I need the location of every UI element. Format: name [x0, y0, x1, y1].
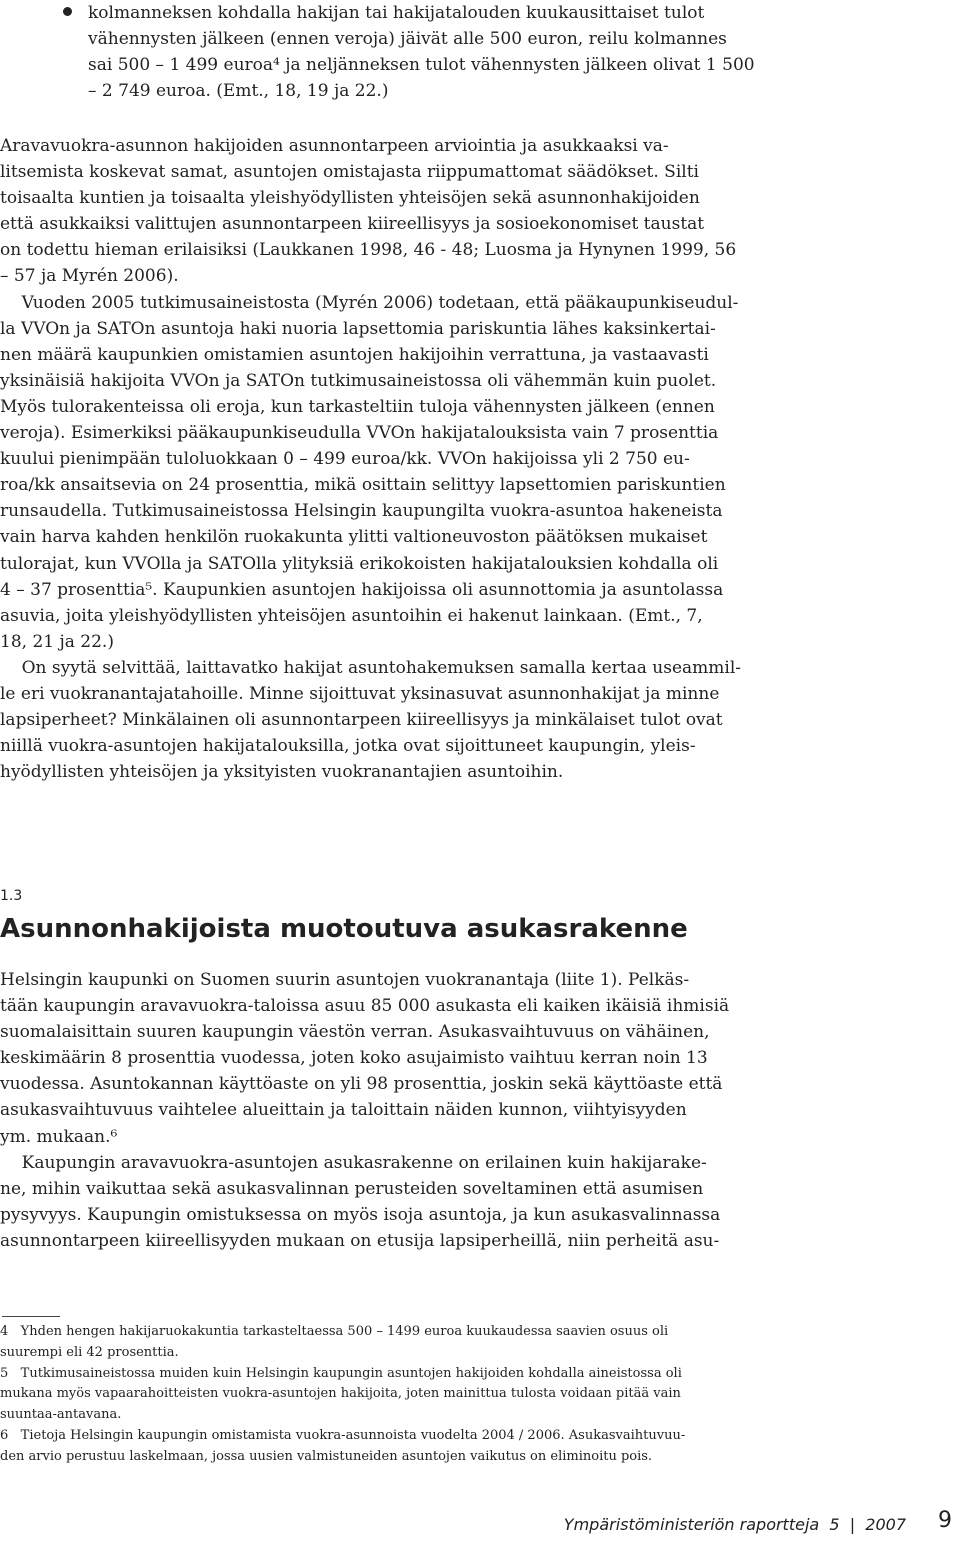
text-line: asunnontarpeen kiireellisyyden mukaan on etusija lapsiperheillä, niin perheitä asu-: [0, 1230, 720, 1251]
text-line: niillä vuokra-asuntojen hakijatalouksilla, jotka ovat sijoittuneet kaupungin, yleis-: [0, 736, 696, 757]
text-line: tään kaupungin aravavuokra-taloissa asuu 85 000 asukasta eli kaiken ikäisiä ihmisiä: [0, 996, 730, 1017]
section-title: Asunnonhakijoista muotoutuva asukasrakenne: [0, 914, 688, 944]
text-line: runsaudella. Tutkimusaineistossa Helsingin kaupungilta vuokra-asuntoa hakeneista: [0, 501, 723, 522]
text-line: sai 500 – 1 499 euroa⁴ ja neljänneksen tulot vähennysten jälkeen olivat 1 500: [88, 55, 755, 76]
bullet-paragraph: [88, 0, 848, 104]
text-line: le eri vuokranantajatahoille. Minne sijoittuvat yksinasuvat asunnonhakijat ja minne: [0, 683, 720, 704]
text-line: lapsiperheet? Minkälainen oli asunnontarpeen kiireellisyys ja minkälaiset tulot ovat: [0, 710, 723, 731]
text-line: – 57 ja Myrén 2006).: [0, 266, 179, 287]
text-line: hyödyllisten yhteisöjen ja yksityisten vuokranantajien asuntoihin.: [0, 762, 564, 783]
text-line: vain harva kahden henkilön ruokakunta ylitti valtioneuvoston päätöksen mukaiset: [0, 527, 708, 548]
text-line: on todettu hieman erilaisiksi (Laukkanen 1998, 46 - 48; Luosma ja Hynynen 1999, 56: [0, 240, 737, 261]
text-line: pysyvyys. Kaupungin omistuksessa on myös isoja asuntoja, ja kun asukasvalinnassa: [0, 1204, 721, 1225]
text-line: että asukkaiksi valittujen asunnontarpeen kiireellisyys ja sosioekonomiset taustat: [0, 214, 705, 235]
publication-footer: Ympäristöministeriön raportteja 5 | 2007: [563, 1515, 906, 1534]
page-number: 9: [938, 1508, 952, 1533]
text-line: kuului pienimpään tuloluokkaan 0 – 499 euroa/kk. VVOn hakijoissa yli 2 750 eu-: [0, 449, 690, 470]
text-line: Aravavuokra-asunnon hakijoiden asunnontarpeen arviointia ja asukkaaksi va-: [0, 136, 669, 156]
footnote-line: 6 Tietoja Helsingin kaupungin omistamista vuokra-asunnoista vuodelta 2004 / 2006. Asukasvaihtuvuu-: [0, 1427, 686, 1443]
text-line: On syytä selvittää, laittavatko hakijat asuntohakemuksen samalla kertaa useammil-: [0, 657, 742, 678]
body-text-2: [0, 967, 960, 1254]
section-number: 1.3: [0, 888, 23, 904]
text-line: Helsingin kaupunki on Suomen suurin asuntojen vuokranantaja (liite 1). Pelkäs-: [0, 970, 690, 990]
text-line: roa/kk ansaitsevia on 24 prosenttia, mikä osittain selittyy lapsettomien pariskuntien: [0, 475, 726, 496]
text-line: suomalaisittain suuren kaupungin väestön verran. Asukasvaihtuvuus on vähäinen,: [0, 1022, 710, 1043]
text-line: asuvia, joita yleishyödyllisten yhteisöjen asuntoihin ei hakenut lainkaan. (Emt., 7,: [0, 605, 703, 626]
text-line: la VVOn ja SATOn asuntoja haki nuoria lapsettomia pariskuntia lähes kaksinkertai-: [0, 318, 716, 339]
footnote-line: den arvio perustuu laskelmaan, jossa uusien valmistuneiden asuntojen vaikutus on eliminoitu pois.: [0, 1448, 653, 1464]
footnote-divider: [2, 1316, 60, 1317]
text-line: Myös tulorakenteissa oli eroja, kun tarkasteltiin tuloja vähennysten jälkeen (ennen: [0, 396, 715, 417]
text-line: veroja). Esimerkiksi pääkaupunkiseudulla VVOn hakijatalouksista vain 7 prosenttia: [0, 423, 719, 444]
text-line: 18, 21 ja 22.): [0, 631, 114, 652]
footnote-line: 4 Yhden hengen hakijaruokakuntia tarkasteltaessa 500 – 1499 euroa kuukaudessa saavien osuus oli: [0, 1324, 669, 1339]
bullet-icon: [63, 7, 72, 16]
footnote-line: suuntaa-antavana.: [0, 1407, 122, 1423]
text-line: ym. mukaan.⁶: [0, 1126, 118, 1147]
text-line: vähennysten jälkeen (ennen veroja) jäivät alle 500 euron, reilu kolmannes: [88, 29, 727, 50]
text-line: ne, mihin vaikuttaa sekä asukasvalinnan perusteiden soveltaminen että asumisen: [0, 1178, 704, 1199]
text-line: vuodessa. Asuntokannan käyttöaste on yli 98 prosenttia, joskin sekä käyttöaste että: [0, 1074, 723, 1095]
text-line: toisaalta kuntien ja toisaalta yleishyödyllisten yhteisöjen sekä asunnonhakijoiden: [0, 188, 700, 209]
text-line: yksinäisiä hakijoita VVOn ja SATOn tutkimusaineistossa oli vähemmän kuin puolet.: [0, 370, 717, 391]
text-line: – 2 749 euroa. (Emt., 18, 19 ja 22.): [88, 81, 389, 102]
text-line: Kaupungin aravavuokra-asuntojen asukasrakenne on erilainen kuin hakijarake-: [0, 1152, 707, 1173]
text-line: keskimäärin 8 prosenttia vuodessa, joten koko asujaimisto vaihtuu kerran noin 13: [0, 1048, 708, 1069]
text-line: asukasvaihtuvuus vaihtelee alueittain ja taloittain näiden kunnon, viihtyisyyden: [0, 1100, 687, 1121]
text-line: nen määrä kaupunkien omistamien asuntojen hakijoihin verrattuna, ja vastaavasti: [0, 344, 709, 365]
text-line: Vuoden 2005 tutkimusaineistosta (Myrén 2006) todetaan, että pääkaupunkiseudul-: [0, 292, 739, 313]
footnote-line: mukana myös vapaarahoitteisten vuokra-asuntojen hakijoita, joten mainittua tulosta voidaan pitää vain: [0, 1386, 681, 1402]
footnote-line: 5 Tutkimusaineistossa muiden kuin Helsingin kaupungin asuntojen hakijoiden kohdalla aineistossa oli: [0, 1365, 682, 1381]
footnotes: [0, 1322, 960, 1468]
body-text-1: [0, 133, 960, 785]
text-line: 4 – 37 prosenttia⁵. Kaupunkien asuntojen hakijoissa oli asunnottomia ja asuntolassa: [0, 579, 724, 600]
text-line: kolmanneksen kohdalla hakijan tai hakijatalouden kuukausittaiset tulot: [88, 3, 705, 23]
text-line: litsemista koskevat samat, asuntojen omistajasta riippumattomat säädökset. Silti: [0, 162, 699, 183]
text-line: tulorajat, kun VVOlla ja SATOlla ylityksiä erikokoisten hakijatalouksien kohdalla oli: [0, 553, 719, 574]
footnote-line: suurempi eli 42 prosenttia.: [0, 1344, 179, 1360]
